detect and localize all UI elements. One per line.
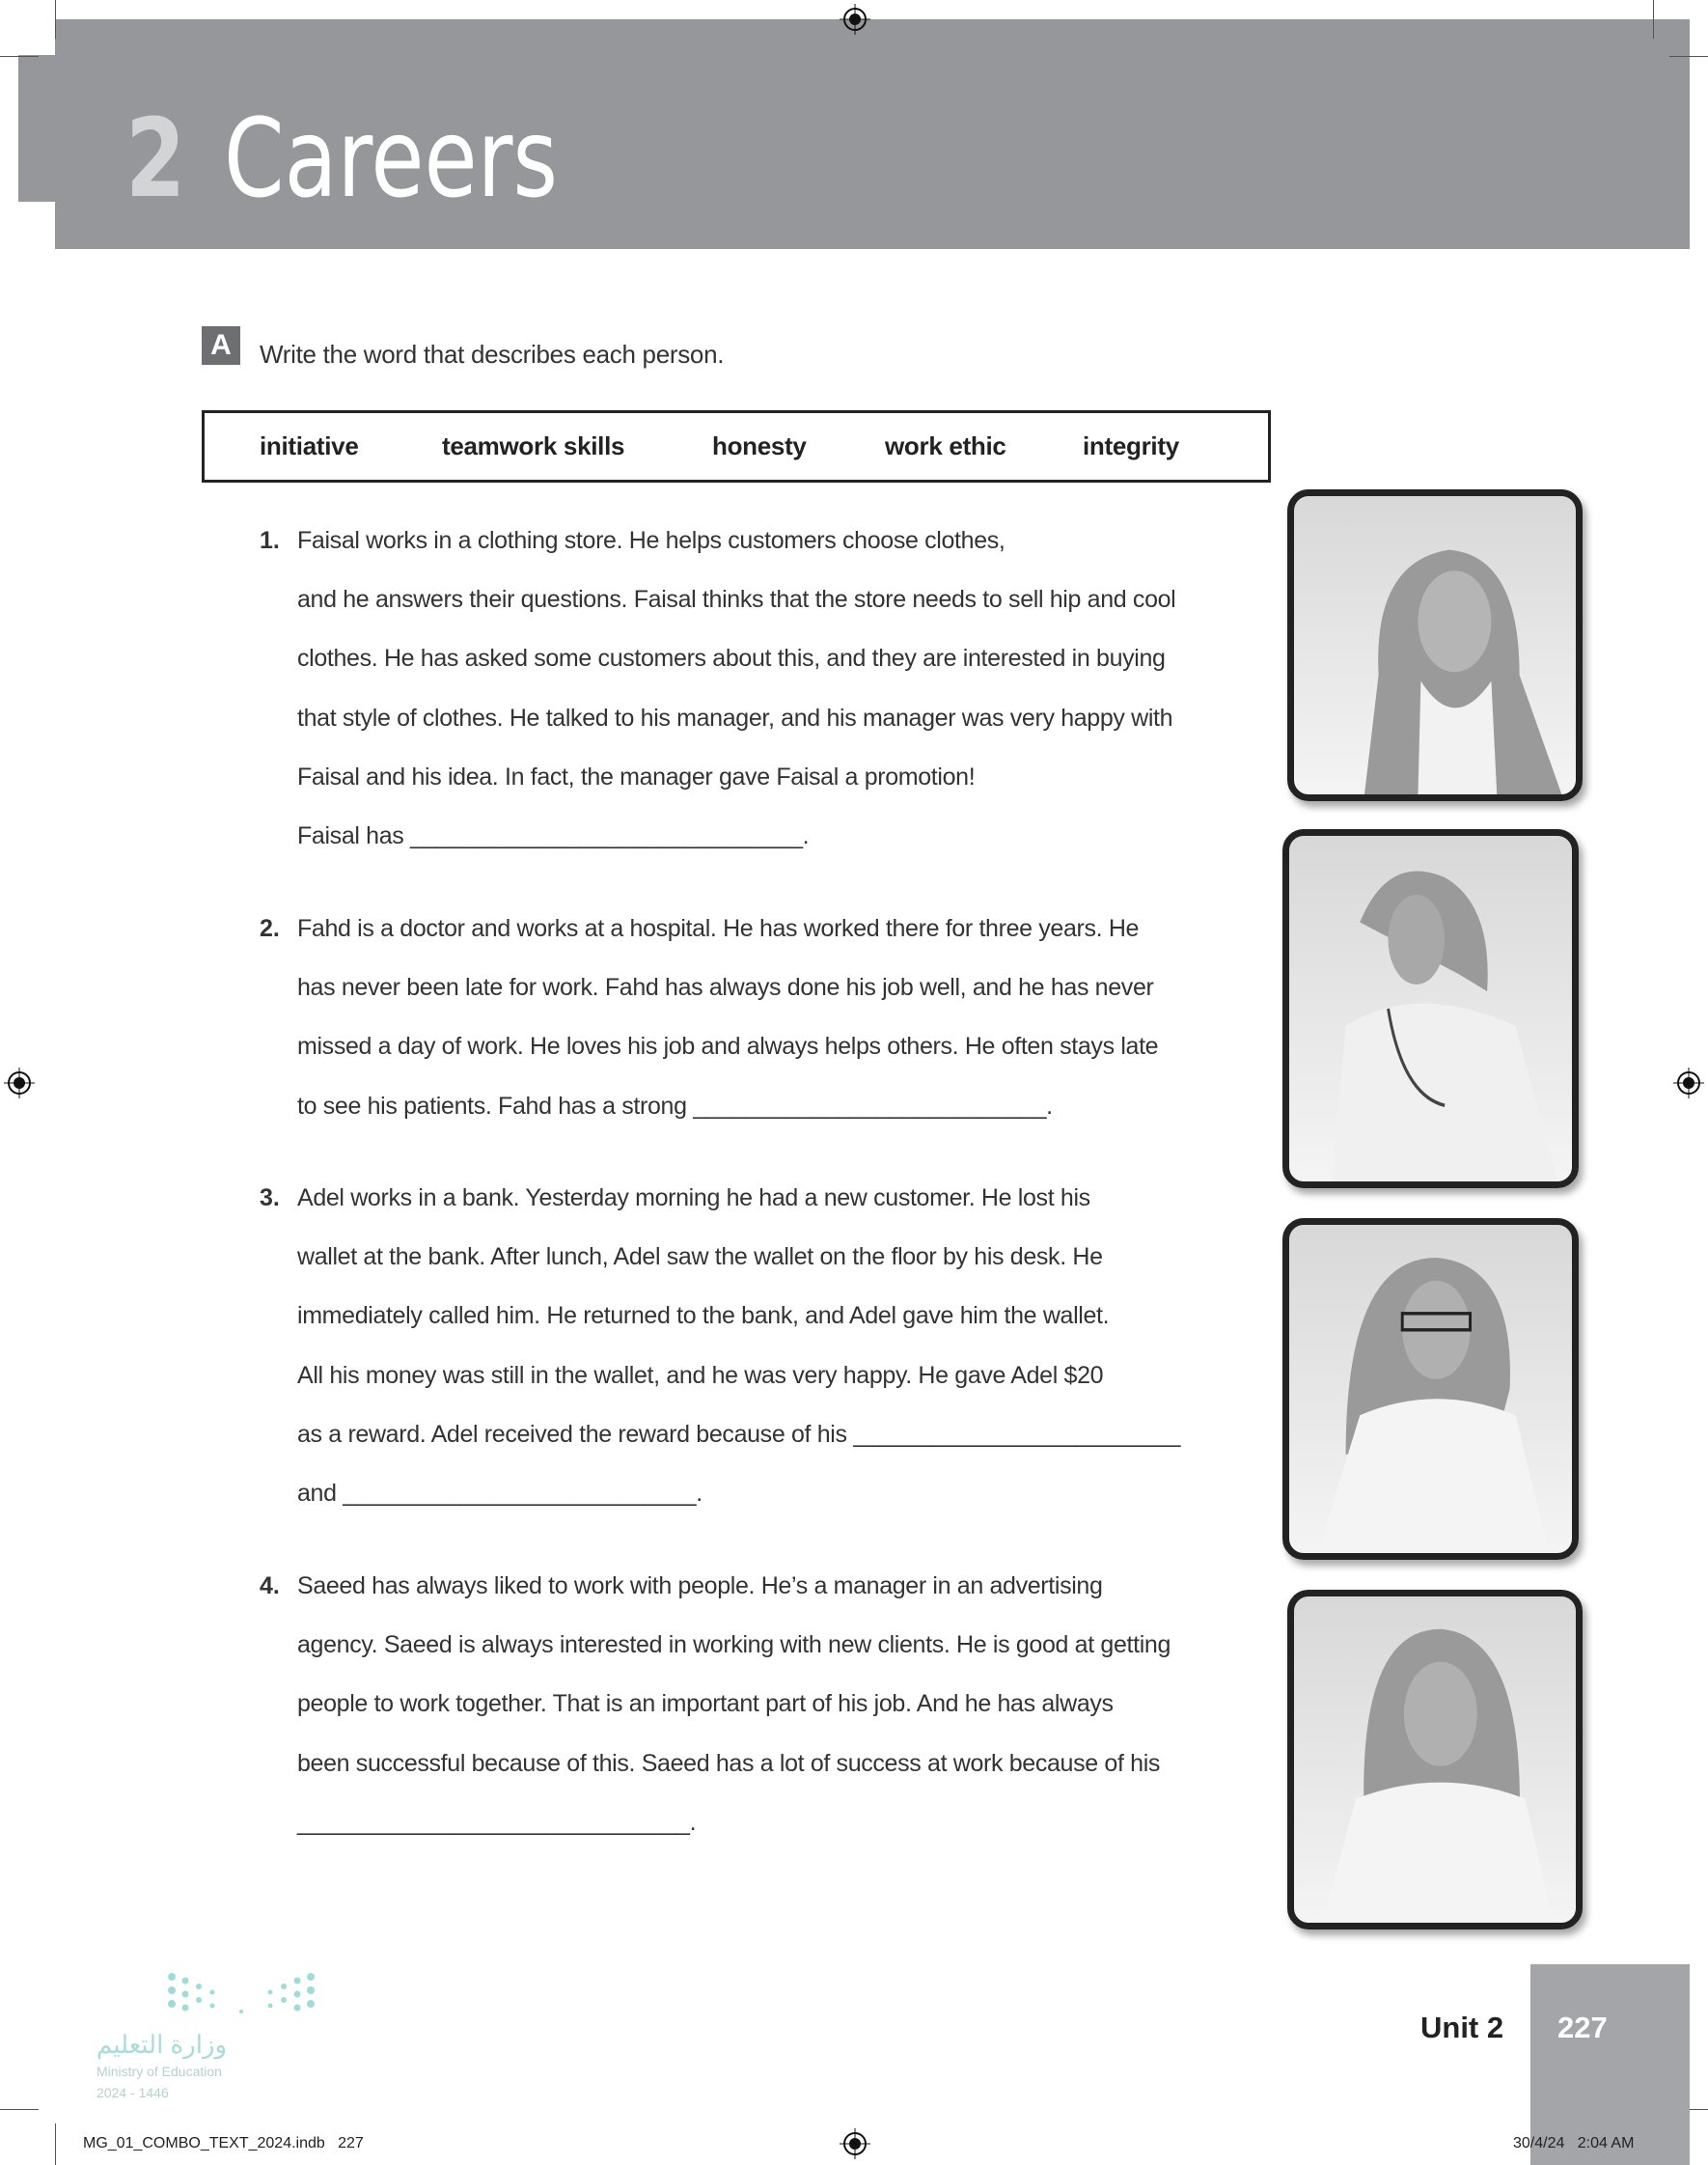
item-line: Adel works in a bank. Yesterday morning he had a new customer. He lost his — [297, 1184, 1090, 1211]
photo-adel — [1282, 1218, 1579, 1560]
item-answer-blank[interactable]: to see his patients. Fahd has a strong ___________________________. — [297, 1093, 1053, 1120]
item-line: Saeed has always liked to work with people. He’s a manager in an advertising — [297, 1572, 1103, 1599]
crop-mark — [0, 2109, 39, 2110]
person-photo-icon — [1294, 1596, 1576, 1923]
word-bank-item: teamwork skills — [442, 431, 625, 460]
exercise-letter: A — [202, 326, 240, 365]
unit-number: 2 — [125, 97, 186, 222]
person-photo-icon — [1289, 1225, 1572, 1553]
item-number: 3. — [260, 1184, 280, 1211]
crop-mark — [55, 2123, 56, 2165]
item-line: Fahd is a doctor and works at a hospital. He has worked there for three years. He — [297, 915, 1140, 942]
item-line: and he answers their questions. Faisal thinks that the store needs to sell hip and cool — [297, 586, 1176, 613]
item-line: people to work together. That is an important part of his job. And he has always — [297, 1690, 1114, 1717]
item-answer-blank[interactable]: as a reward. Adel received the reward because of his _________________________ — [297, 1421, 1181, 1448]
item-line: wallet at the bank. After lunch, Adel saw the wallet on the floor by his desk. He — [297, 1243, 1103, 1270]
registration-mark-icon — [1673, 1068, 1704, 1098]
crop-mark — [0, 56, 39, 57]
item-number: 4. — [260, 1572, 280, 1599]
item-answer-blank[interactable]: ______________________________. — [297, 1809, 697, 1836]
registration-mark-icon — [840, 2128, 870, 2159]
crop-mark — [1669, 56, 1708, 57]
word-bank-item: honesty — [712, 431, 807, 460]
header-tab — [18, 55, 55, 202]
word-bank-item: work ethic — [885, 431, 1006, 460]
item-line: has never been late for work. Fahd has always done his job well, and he has never — [297, 974, 1154, 1001]
registration-mark-icon — [4, 1068, 35, 1098]
crop-mark — [1653, 0, 1654, 39]
item-line: that style of clothes. He talked to his manager, and his manager was very happy with — [297, 705, 1173, 732]
logo-english-text: Ministry of Education — [96, 2064, 222, 2079]
unit-label: Unit 2 — [1420, 2011, 1504, 2044]
item-line: been successful because of this. Saeed has a lot of success at work because of his — [297, 1750, 1161, 1777]
item-line: Faisal and his idea. In fact, the manager gave Faisal a promotion! — [297, 763, 976, 791]
item-number: 1. — [260, 527, 280, 554]
crop-mark — [55, 0, 56, 39]
item-line: immediately called him. He returned to the bank, and Adel gave him the wallet. — [297, 1302, 1110, 1329]
registration-mark-icon — [840, 4, 870, 35]
item-line: Faisal works in a clothing store. He helps customers choose clothes, — [297, 527, 1006, 554]
slug-file: MG_01_COMBO_TEXT_2024.indb 227 — [83, 2135, 364, 2151]
slug-date: 30/4/24 2:04 AM — [1513, 2135, 1635, 2151]
photo-saeed — [1287, 1590, 1583, 1929]
item-answer-blank[interactable]: and ___________________________. — [297, 1480, 702, 1507]
logo-year-text: 2024 - 1446 — [96, 2085, 169, 2100]
photo-faisal — [1287, 489, 1583, 801]
item-line: clothes. He has asked some customers about this, and they are interested in buying — [297, 645, 1166, 672]
item-answer-blank[interactable]: Faisal has ______________________________. — [297, 822, 810, 849]
photo-fahd — [1282, 829, 1579, 1188]
item-line: agency. Saeed is always interested in working with new clients. He is good at getting — [297, 1631, 1171, 1658]
logo-arabic-text: وزارة التعليم — [96, 2030, 228, 2059]
item-line: missed a day of work. He loves his job and always helps others. He often stays late — [297, 1033, 1159, 1060]
ministry-logo-icon — [164, 1969, 318, 2022]
item-line: All his money was still in the wallet, and he was very happy. He gave Adel $20 — [297, 1362, 1104, 1389]
item-number: 2. — [260, 915, 280, 942]
person-photo-icon — [1289, 836, 1572, 1181]
exercise-instruction: Write the word that describes each person. — [260, 340, 725, 369]
word-bank-item: integrity — [1083, 431, 1179, 460]
page-title: Careers — [224, 97, 559, 222]
person-photo-icon — [1294, 496, 1576, 794]
page-number: 227 — [1557, 2011, 1608, 2044]
word-bank-item: initiative — [260, 431, 359, 460]
